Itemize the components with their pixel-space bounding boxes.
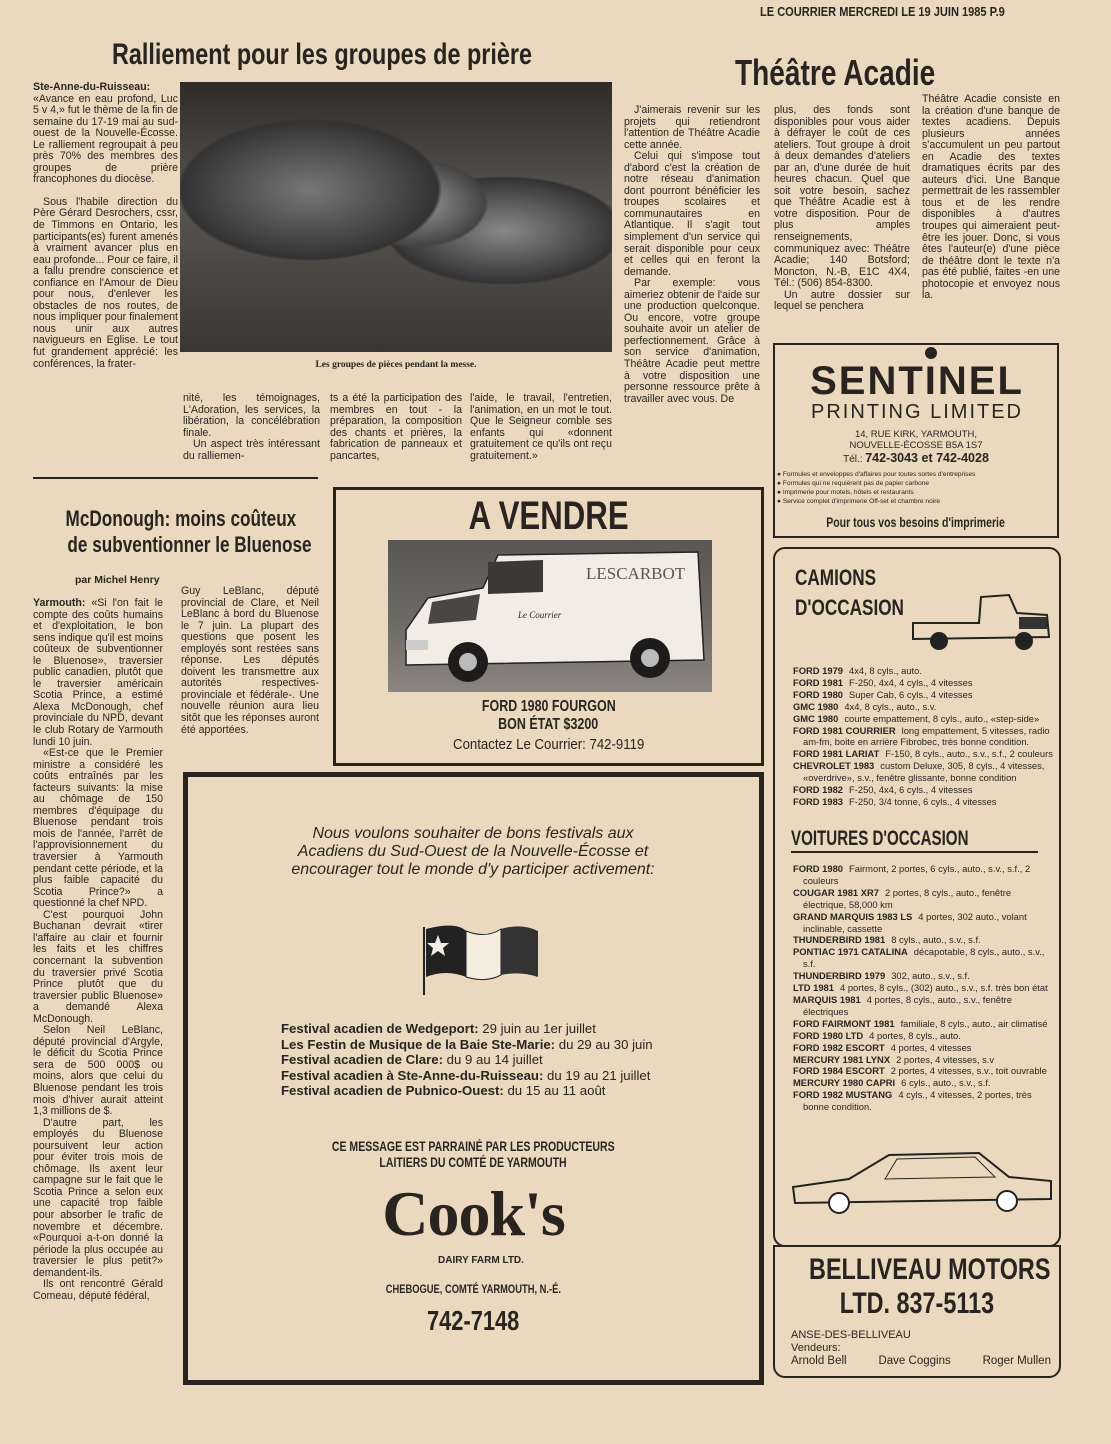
- rally-paragraph: nité, les témoignages, L'Adoration, les services, la libération, la concélébration finale.: [183, 393, 320, 439]
- theatre-column-2: [774, 105, 910, 337]
- theatre-headline: [735, 52, 992, 94]
- seller-name: Dave Coggins: [878, 1355, 951, 1367]
- vehicle-model: FORD 1984 ESCORT: [793, 1065, 885, 1077]
- van-brand-text: LESCARBOT: [586, 564, 686, 583]
- festival-dates: du 15 au 11 août: [507, 1083, 606, 1098]
- van-details: [336, 698, 761, 734]
- van-for-sale-ad: [333, 487, 764, 766]
- vehicle-model: FORD 1982: [793, 784, 844, 796]
- vehicle-description: F-250, 4x4, 6 cyls., 4 vitesses: [849, 784, 973, 796]
- mcdonough-headline: [33, 506, 318, 558]
- rally-photo: [180, 82, 612, 352]
- vehicle-description: 2 portes, 4 vitesses, s.v., toit ouvrable: [890, 1065, 1047, 1077]
- title-line: D'OCCASION: [795, 595, 904, 620]
- vehicle-listing: [793, 1042, 1055, 1054]
- service-item: ● Formules qui ne requièrent pas de papier carbone: [777, 479, 975, 488]
- rally-dateline: Ste-Anne-du-Ruisseau:: [33, 82, 151, 93]
- vehicle-listing: [793, 701, 1055, 713]
- mcdonough-paragraph: Guy LeBlanc, député provincial de Clare, et Neil LeBlanc à bord du Bluenose le 7 juin. La plupart des questions que posent les employés sont restées sans réponse. Les députés doivent les transmettre aux autorités respectives- provinciale et fédérale-. Une nouvelle réunion aura lieu sitôt que les réponses auront été apportées.: [181, 586, 319, 736]
- byline: par Michel Henry: [75, 574, 160, 586]
- vehicle-listing: [793, 1018, 1055, 1030]
- theatre-paragraph: plus, des fonds sont disponibles pour vous aider à défrayer le coût de ces ateliers. Tout groupe à droit à deux demandes d'ateliers par an, d'une durée de huit heures chacun. Quel que soit votre besoin, sachez que Théâtre Acadie est à votre disposition. Pour de plus amples renseignements, communiquez avec: Théâtre Acadie; 140 Botsford; Moncton, N.-B, E1C 4X4, Tél.: (506) 854-8300.: [774, 105, 910, 290]
- theatre-paragraph: Théâtre Acadie consiste en la création d'une banque de textes acadiens. Depuis plusieurs années s'accumulent un peu partout en Acadie des textes dramatiques écrits par des auteurs d'ici. Une Banque permettrait de les rassembler tous et de les rendre disponibles à d'autres troupes qui aimeraient peut-être les jouer. Donc, si vous êtes l'auteur(e) d'une pièce de théâtre dont le texte n'a pas été publié, faites -en une photocopie et envoyez nous la.: [922, 94, 1060, 302]
- cooks-logo: Cook's: [382, 1178, 565, 1249]
- vehicle-model: MERCURY 1981 LYNX: [793, 1053, 891, 1065]
- vehicle-listing: [793, 725, 1055, 749]
- mcdonough-paragraph: «Est-ce que le Premier ministre a considéré les coûts entraînés par les facteurs suivants: la mise au chômage de 150 membres d'équipage du Bluenose pendant trois mois de l'année, l'arrêt de l'approvisionnement du traversier à Yarmouth pendant cette période, et la plus faible capacité du Scotia Prince?» a questionné la chef NPD.: [33, 747, 163, 910]
- festival-name: Festival acadien à Ste-Anne-du-Ruisseau:: [281, 1067, 544, 1083]
- sentinel-printing-ad: [773, 343, 1059, 538]
- vehicle-listing: [793, 946, 1055, 970]
- vehicle-listing: [793, 863, 1055, 887]
- rally-paragraph: Sous l'habile direction du Père Gérard Desrochers, cssr, de Timmons en Ontario, les participants(es) furent amenés à vraiment avancer plus en eau profonde... Pour ce faire, il a fallu prendre conscience et confiance en l'Amour de Dieu pour nous, d'enlever les obstacles de nos routes, de nous impliquer pour finalement nous unir aux autres navigueurs en Eglise. Le tout fut grandement apprécié: les conférences, la frater-: [33, 195, 178, 370]
- service-item: ● Service complet d'imprimerie Off-set et chambre noire: [777, 497, 975, 506]
- sentinel-name: SENTINEL: [810, 359, 1024, 403]
- belliveau-motors-ad: [773, 1245, 1061, 1378]
- van-photo: [388, 540, 712, 692]
- vehicle-description: 4x4, 8 cyls., auto., s.v.: [844, 700, 937, 712]
- address-line: 14, RUE KIRK, YARMOUTH,: [854, 429, 978, 440]
- ad-title: [336, 494, 761, 539]
- sedan-car-icon: [789, 1147, 1055, 1217]
- address-text: CHEBOGUE, COMTÉ YARMOUTH, N.-É.: [385, 1282, 562, 1296]
- vehicle-model: COUGAR 1981 XR7: [793, 886, 879, 898]
- vehicle-description: 302, auto., s.v., s.f.: [891, 970, 970, 982]
- sentinel-address: [775, 429, 1057, 465]
- festival-item: [281, 1083, 653, 1099]
- sponsor-line: CE MESSAGE EST PARRAINÉ PAR LES PRODUCTEURS: [332, 1139, 615, 1154]
- rally-column-4: [470, 393, 612, 483]
- theatre-paragraph: Celui qui s'impose tout d'abord c'est la création de notre réseau d'animation dont pourront bénéficier les troupes scolaires et communautaires en Atlantique. Il s'agit tout simplement d'un service qui serait disponible pour ceux et celles qui en feront la demande.: [624, 150, 760, 278]
- vehicle-model: FORD 1982 ESCORT: [793, 1041, 885, 1053]
- vehicle-description: 4 cyls., 4 vitesses, 2 portes, très bonne condition.: [803, 1089, 1032, 1113]
- vehicle-description: courte empattement, 8 cyls., auto., «step-side»: [844, 712, 1040, 724]
- vehicle-model: FORD 1983: [793, 795, 844, 807]
- vehicle-model: FORD 1981: [793, 676, 844, 688]
- festival-name: Les Festin de Musique de la Baie Ste-Marie:: [281, 1036, 556, 1052]
- festival-ad: [183, 772, 764, 1385]
- theatre-paragraph: Un autre dossier sur lequel se penchera: [774, 288, 910, 313]
- sellers-list: [791, 1355, 1051, 1367]
- vehicle-description: 4 portes, 4 vitesses: [890, 1041, 972, 1053]
- globe-icon: [925, 347, 937, 359]
- rally-headline-text: Ralliement pour les groupes de prière: [112, 38, 533, 71]
- acadian-flag-icon: [416, 917, 546, 997]
- photo-caption: Les groupes de pièces pendant la messe.: [315, 360, 477, 370]
- vehicle-listing: [793, 934, 1055, 946]
- mcdonough-paragraph: [33, 598, 163, 748]
- sponsor-line: LAITIERS DU COMTÉ DE YARMOUTH: [379, 1155, 568, 1170]
- vehicle-model: FORD FAIRMONT 1981: [793, 1017, 895, 1029]
- pickup-truck-icon: [909, 583, 1053, 653]
- festival-item: [281, 1052, 653, 1068]
- mcdonough-p0: «Si l'on fait le compte des coûts humains et d'exploitation, le bon sens indique qu'il est moins coûteux de subventionner le Bluenose», traversier public canadien, plutôt que le traversier américain Scotia Prince, a estimé Alexa McDonough, chef provinciale du NPD, devant le club Rotary de Yarmouth lundi 10 juin.: [33, 598, 163, 748]
- dealer-name: [775, 1253, 1059, 1321]
- vehicle-listing: [793, 677, 1055, 689]
- vehicle-description: 6 cyls., auto., s.v., s.f.: [901, 1077, 991, 1089]
- vehicle-description: 2 portes, 4 vitesses, s.v: [896, 1053, 995, 1065]
- festival-dates: du 9 au 14 juillet: [446, 1052, 543, 1067]
- vehicle-listing: [793, 713, 1055, 725]
- vehicle-description: décapotable, 8 cyls., auto., s.v., s.f.: [803, 946, 1045, 970]
- dealer-name-text: BELLIVEAU MOTORS: [809, 1253, 1051, 1286]
- van-door-text: Le Courrier: [518, 610, 562, 620]
- vehicle-description: 4 portes, 8 cyls., (302) auto., s.v., s.f. très bon état: [840, 982, 1048, 994]
- vehicle-listing: [793, 982, 1055, 994]
- vehicle-listing: [793, 748, 1055, 760]
- vehicle-model: FORD 1982 MUSTANG: [793, 1089, 893, 1101]
- mcdonough-dateline: Yarmouth:: [33, 598, 86, 609]
- vehicle-model: FORD 1980 LTD: [793, 1029, 864, 1041]
- vehicle-listing: [793, 1065, 1055, 1077]
- rally-headline: [112, 38, 650, 72]
- vehicle-model: THUNDERBIRD 1979: [793, 970, 886, 982]
- vehicle-description: F-150, 8 cyls., auto., s.v., s.f., 2 couleurs: [885, 748, 1053, 760]
- theatre-column-3: [922, 94, 1060, 337]
- festival-name: Festival acadien de Pubnico-Ouest:: [281, 1083, 504, 1098]
- dealer-phone: LTD. 837-5113: [839, 1287, 995, 1320]
- vehicle-listing: [793, 887, 1055, 911]
- festival-dates: 29 juin au 1er juillet: [482, 1021, 596, 1036]
- vehicle-listing: [793, 1077, 1055, 1089]
- rally-column-3: [330, 393, 462, 475]
- contact-text: Contactez Le Courrier: 742-9119: [452, 736, 645, 753]
- location-text: ANSE-DES-BELLIVEAU: [791, 1329, 911, 1341]
- vehicle-listing: [793, 1054, 1055, 1066]
- masthead-text: LE COURRIER MERCREDI LE 19 JUIN 1985 P.9: [760, 4, 1005, 19]
- headline-line: McDonough: moins coûteux: [65, 506, 297, 531]
- vehicle-description: 4 portes, 8 cyls., auto.: [869, 1029, 961, 1041]
- vehicle-description: custom Deluxe, 305, 8 cyls., 4 vitesses, «overdrive», s.v., fenêtre glissante, bonne condition: [803, 760, 1045, 784]
- festival-dates: du 19 au 21 juillet: [547, 1067, 651, 1083]
- vehicle-listing: [793, 796, 1055, 808]
- vehicle-listing: [793, 784, 1055, 796]
- mcdonough-paragraph: Ils ont rencontré Gérald Comeau, député fédéral,: [33, 1278, 163, 1302]
- page-masthead: [760, 4, 1048, 19]
- vehicle-description: F-250, 3/4 tonne, 6 cyls., 4 vitesses: [849, 795, 997, 807]
- headline-line: de subventionner le Bluenose: [67, 532, 312, 557]
- vehicle-description: 4 portes, 302 auto., volant inclinable, cassette: [803, 910, 1027, 934]
- trucks-list: [793, 665, 1055, 808]
- tagline-text: Pour tous vos besoins d'imprimerie: [826, 515, 1006, 530]
- vehicle-model: CHEVROLET 1983: [793, 760, 875, 772]
- vehicle-listing: [793, 1030, 1055, 1042]
- van-model: FORD 1980 FOURGON: [481, 698, 616, 715]
- theatre-headline-text: Théâtre Acadie: [735, 52, 936, 93]
- title-line: CAMIONS: [795, 565, 877, 590]
- service-item: ● Imprimerie pour motels, hôtels et restaurants: [777, 488, 975, 497]
- sponsor-text: [188, 1139, 759, 1171]
- van-price: BON ÉTAT $3200: [498, 716, 599, 733]
- theatre-paragraph: Par exemple: vous aimeriez obtenir de l'aide sur une production quelconque. Ou encore, votre groupe souhaite avoir un atelier de perfectionnement. Grâce à son service d'animation, Théâtre Acadie peut mettre à votre disposition une personne ressource prête à travailler avec vous. De: [624, 277, 760, 405]
- rally-column-1: [33, 82, 178, 472]
- vehicle-model: MERCURY 1980 CAPRI: [793, 1077, 896, 1089]
- service-item: ● Formules et enveloppes d'affaires pour toutes sortes d'entreprises: [777, 470, 975, 479]
- vehicle-description: 8 cyls., auto., s.v., s.f.: [891, 934, 981, 946]
- vehicle-model: FORD 1979: [793, 665, 844, 676]
- vehicle-description: 2 portes, 8 cyls., auto., fenêtre électrique, 58,000 km: [803, 886, 1012, 910]
- cooks-address: [188, 1282, 759, 1296]
- mcdonough-paragraph: C'est pourquoi John Buchanan devrait «tirer l'affaire au clair et fournir les faits et les chiffres concernant la subvention du traversier privé Scotia Prince plutôt que du traversier public Bluenose» a demandé Alexa McDonough.: [33, 908, 163, 1025]
- cars-list: [793, 863, 1055, 1113]
- festival-name: Festival acadien de Clare:: [281, 1052, 443, 1067]
- phone-text: 742-7148: [427, 1305, 520, 1336]
- vehicle-description: Fairmont, 2 portes, 6 cyls., auto., s.v., s.f., 2 couleurs: [803, 863, 1031, 886]
- vehicle-model: GRAND MARQUIS 1983 LS: [793, 910, 913, 922]
- vehicle-model: GMC 1980: [793, 700, 839, 712]
- vehicle-model: FORD 1981 LARIAT: [793, 748, 880, 760]
- address-line: NOUVELLE-ÉCOSSE B5A 1S7: [849, 440, 983, 451]
- vehicle-listing: [793, 689, 1055, 701]
- vehicle-model: MARQUIS 1981: [793, 993, 861, 1005]
- sentinel-subname: PRINTING LIMITED: [810, 401, 1023, 423]
- tel-label: Tél.:: [843, 454, 863, 465]
- festival-dates: du 29 au 30 juin: [558, 1036, 653, 1052]
- vehicle-model: PONTIAC 1971 CATALINA: [793, 946, 908, 958]
- rally-paragraph: Un aspect très intéressant du ralliemen-: [183, 438, 320, 462]
- rally-paragraph: l'aide, le travail, l'entretien, l'animation, en un mot le tout. Que le Seigneur comble ses enfants qui «donnent gratuitement ce qu'ils ont reçu gratuitement.»: [470, 393, 612, 462]
- cooks-phone: [188, 1305, 759, 1337]
- vehicle-model: THUNDERBIRD 1981: [793, 934, 886, 946]
- vehicle-model: FORD 1980: [793, 688, 844, 700]
- vehicle-listing: [793, 994, 1055, 1018]
- vehicle-listing: [793, 665, 1055, 677]
- festival-item: [281, 1037, 653, 1053]
- van-contact: [336, 736, 761, 753]
- vehicle-model: FORD 1980: [793, 863, 844, 874]
- services-list: [777, 470, 975, 506]
- vehicle-model: GMC 1980: [793, 712, 839, 724]
- rally-p0: «Avance en eau profond, Luc 5 v 4,» fut le thème de la fin de semaine du 17-19 mai au sud-ouest de la Nouvelle-Écosse. Le ralliement regroupait à peu près 70% des membres des groupes de prière francophones du diocèse.: [33, 92, 178, 186]
- vehicle-description: 4x4, 8 cyls., auto.: [849, 665, 922, 676]
- vehicle-description: F-250, 4x4, 4 cyls., 4 vitesses: [849, 676, 973, 688]
- divider: [33, 477, 318, 479]
- sellers-label: Vendeurs:: [791, 1342, 841, 1354]
- cars-title: [791, 827, 1038, 853]
- festival-item: [281, 1068, 653, 1084]
- dealer-location: [791, 1329, 911, 1355]
- vehicle-model: LTD 1981: [793, 982, 834, 994]
- festival-name: Festival acadien de Wedgeport:: [281, 1021, 479, 1036]
- festival-list: [281, 1021, 653, 1099]
- vehicle-listing: [793, 760, 1055, 784]
- seller-name: Arnold Bell: [791, 1355, 847, 1367]
- vehicle-listing: [793, 911, 1055, 935]
- mcdonough-paragraph: Selon Neil LeBlanc, député provincial d'Argyle, le déficit du Scotia Prince sera de 500 000$ ou moins, alors que celui du Bluenose pendant les trois mois d'hiver aurait atteint 1,3 millions de $.: [33, 1024, 163, 1118]
- vehicle-model: FORD 1981 COURRIER: [793, 724, 896, 736]
- festival-intro: Nous voulons souhaiter de bons festivals aux Acadiens du Sud-Ouest de la Nouvelle-Écosse et encourager tout le monde d'y participer activement:: [291, 825, 655, 878]
- vehicle-listing: [793, 1089, 1055, 1113]
- vehicle-description: long empattement, 5 vitesses, radio am-fm, boite en arrière Fibrobec, très bonne condition.: [803, 724, 1050, 748]
- festival-item: [281, 1021, 653, 1037]
- ad-title-text: A VENDRE: [468, 494, 629, 538]
- mcdonough-column-2: [181, 586, 319, 771]
- theatre-column-1: [624, 105, 760, 473]
- seller-name: Roger Mullen: [982, 1355, 1051, 1367]
- sentinel-tagline: [775, 515, 1057, 530]
- used-vehicles-ad: [773, 547, 1061, 1247]
- vehicle-description: Super Cab, 6 cyls., 4 vitesses: [849, 688, 973, 700]
- vehicle-description: 4 portes, 8 cyls., auto., s.v., fenêtre électriques: [803, 993, 1012, 1017]
- mcdonough-paragraph: D'autre part, les employés du Bluenose poursuivent leur action pour éviter trois mois de chômage. Ils axent leur campagne sur le fait que le Scotia Prince a selon eux une capacité trop faible pour absorber le trafic de novembre et décembre. «Pourquoi a-t-on donné la période la plus occupée au traversier le plus petit?» demandent-ils.: [33, 1116, 163, 1279]
- cars-title-text: VOITURES D'OCCASION: [791, 827, 969, 850]
- sentinel-phone: 742-3043 et 742-4028: [865, 451, 989, 465]
- rally-paragraph: ts a été la participation des membres en tout - la préparation, la composition des chants et prières, la fabrication de panneaux et pancartes,: [330, 393, 462, 462]
- logo-subtitle: DAIRY FARM LTD.: [438, 1255, 524, 1266]
- vehicle-description: familiale, 8 cyls., auto., air climatisé: [900, 1017, 1048, 1029]
- vehicle-listing: [793, 970, 1055, 982]
- theatre-paragraph: J'aimerais revenir sur les projets qui retiendront l'attention de Théâtre Acadie cette année.: [624, 105, 760, 151]
- rally-column-2: [183, 393, 320, 475]
- rally-paragraph: [33, 82, 178, 186]
- mcdonough-column-1: [33, 598, 163, 1383]
